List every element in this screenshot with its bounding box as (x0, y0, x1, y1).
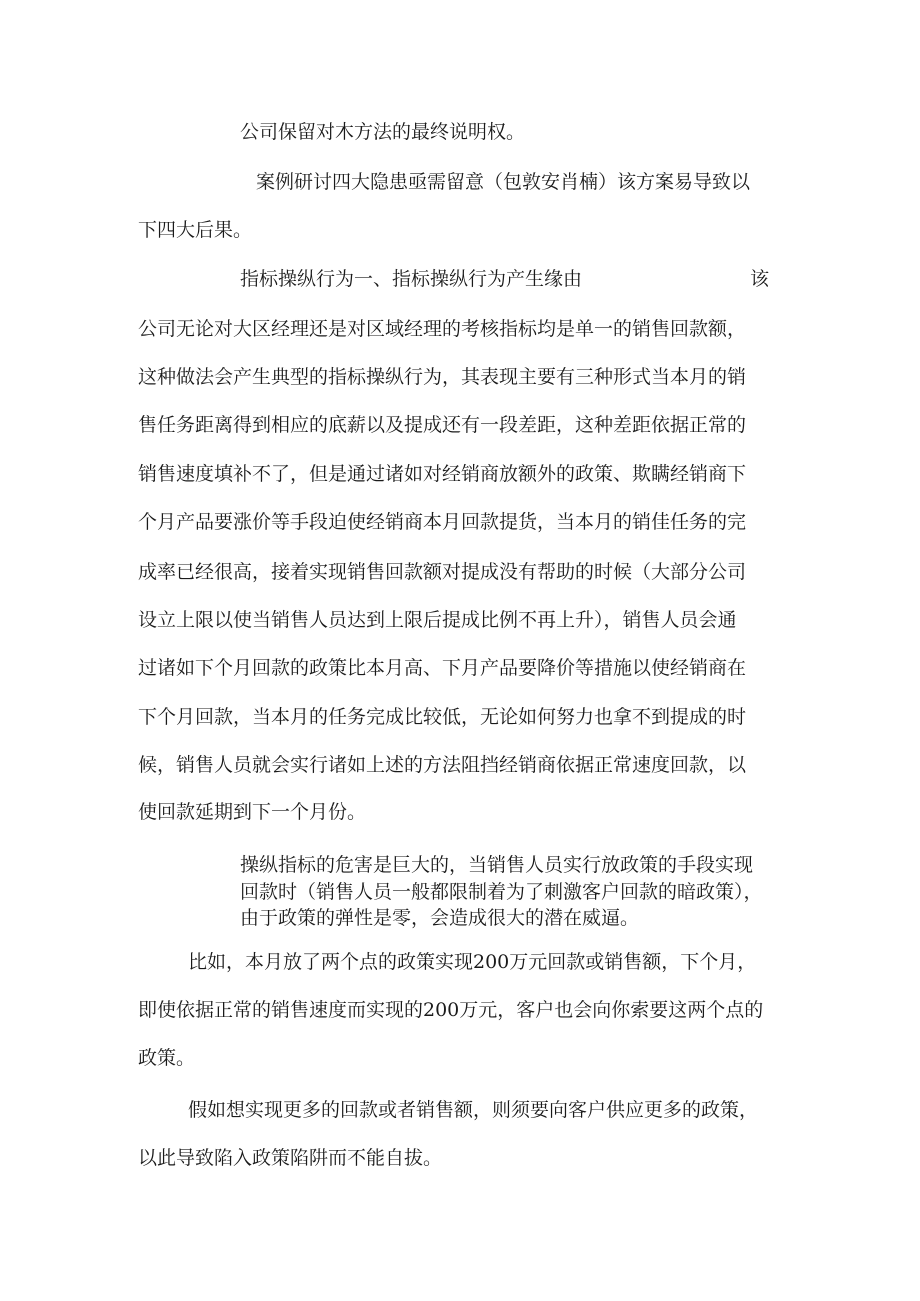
doc-line-24: 以此导致陷入政策陷阱而不能自拔。 (138, 1147, 443, 1169)
doc-line-6: 公司无论对大区经理还是对区域经理的考核指标均是单一的销售回款额， (138, 318, 747, 340)
doc-line-14: 下个月回款，当本月的任务完成比较低，无论如何努力也拿不到提成的时 (138, 706, 747, 728)
doc-line-5: 该 (750, 268, 770, 290)
doc-line-11: 成率已经很高，接着实现销售回款额对提成没有帮助的时候（大部分公司 (138, 561, 747, 583)
doc-line-1: 公司保留对木方法的最终说明权。 (240, 121, 526, 143)
doc-line-8: 售任务距离得到相应的底薪以及提成还有一段差距，这种差距依据正常的 (138, 414, 747, 436)
doc-line-15: 候，销售人员就会实行诸如上述的方法阻挡经销商依据正常速度回款，以 (138, 754, 747, 776)
doc-line-22: 政策。 (138, 1047, 196, 1069)
doc-line-17: 操纵指标的危害是巨大的，当销售人员实行放政策的手段实现 (240, 854, 754, 876)
doc-line-20: 比如，本月放了两个点的政策实现200万元回款或销售额，下个月， (188, 951, 757, 973)
doc-line-9: 销售速度填补不了，但是通过诸如对经销商放额外的政策、欺瞒经销商下 (138, 463, 747, 485)
doc-line-12: 设立上限以使当销售人员达到上限后提成比例不再上升），销售人员会通 (138, 609, 737, 631)
doc-line-16: 使回款延期到下一个月份。 (138, 801, 367, 823)
doc-line-2: 案例研讨四大隐患亟需留意（包敦安肖楠）该方案易导致以 (256, 171, 751, 193)
doc-line-4: 指标操纵行为一、指标操纵行为产生缘由 (240, 268, 583, 290)
doc-line-18: 回款时（销售人员一般都限制着为了刺激客户回款的暗政策）， (240, 881, 763, 903)
doc-line-13: 过诸如下个月回款的政策比本月高、下月产品要降价等措施以使经销商在 (138, 657, 747, 679)
doc-line-23: 假如想实现更多的回款或者销售额，则须要向客户供应更多的政策， (188, 1099, 759, 1121)
doc-line-21: 即使依据正常的销售速度而实现的200万元，客户也会向你索要这两个点的 (138, 999, 764, 1021)
doc-line-3: 下四大后果。 (138, 219, 253, 241)
doc-line-7: 这种做法会产生典型的指标操纵行为，其表现主要有三种形式当本月的销 (138, 366, 747, 388)
doc-line-10: 个月产品要涨价等手段迫使经销商本月回款提货，当本月的销佳任务的完 (138, 511, 747, 533)
doc-line-19: 由于政策的弹性是零，会造成很大的潜在威逼。 (240, 907, 640, 929)
